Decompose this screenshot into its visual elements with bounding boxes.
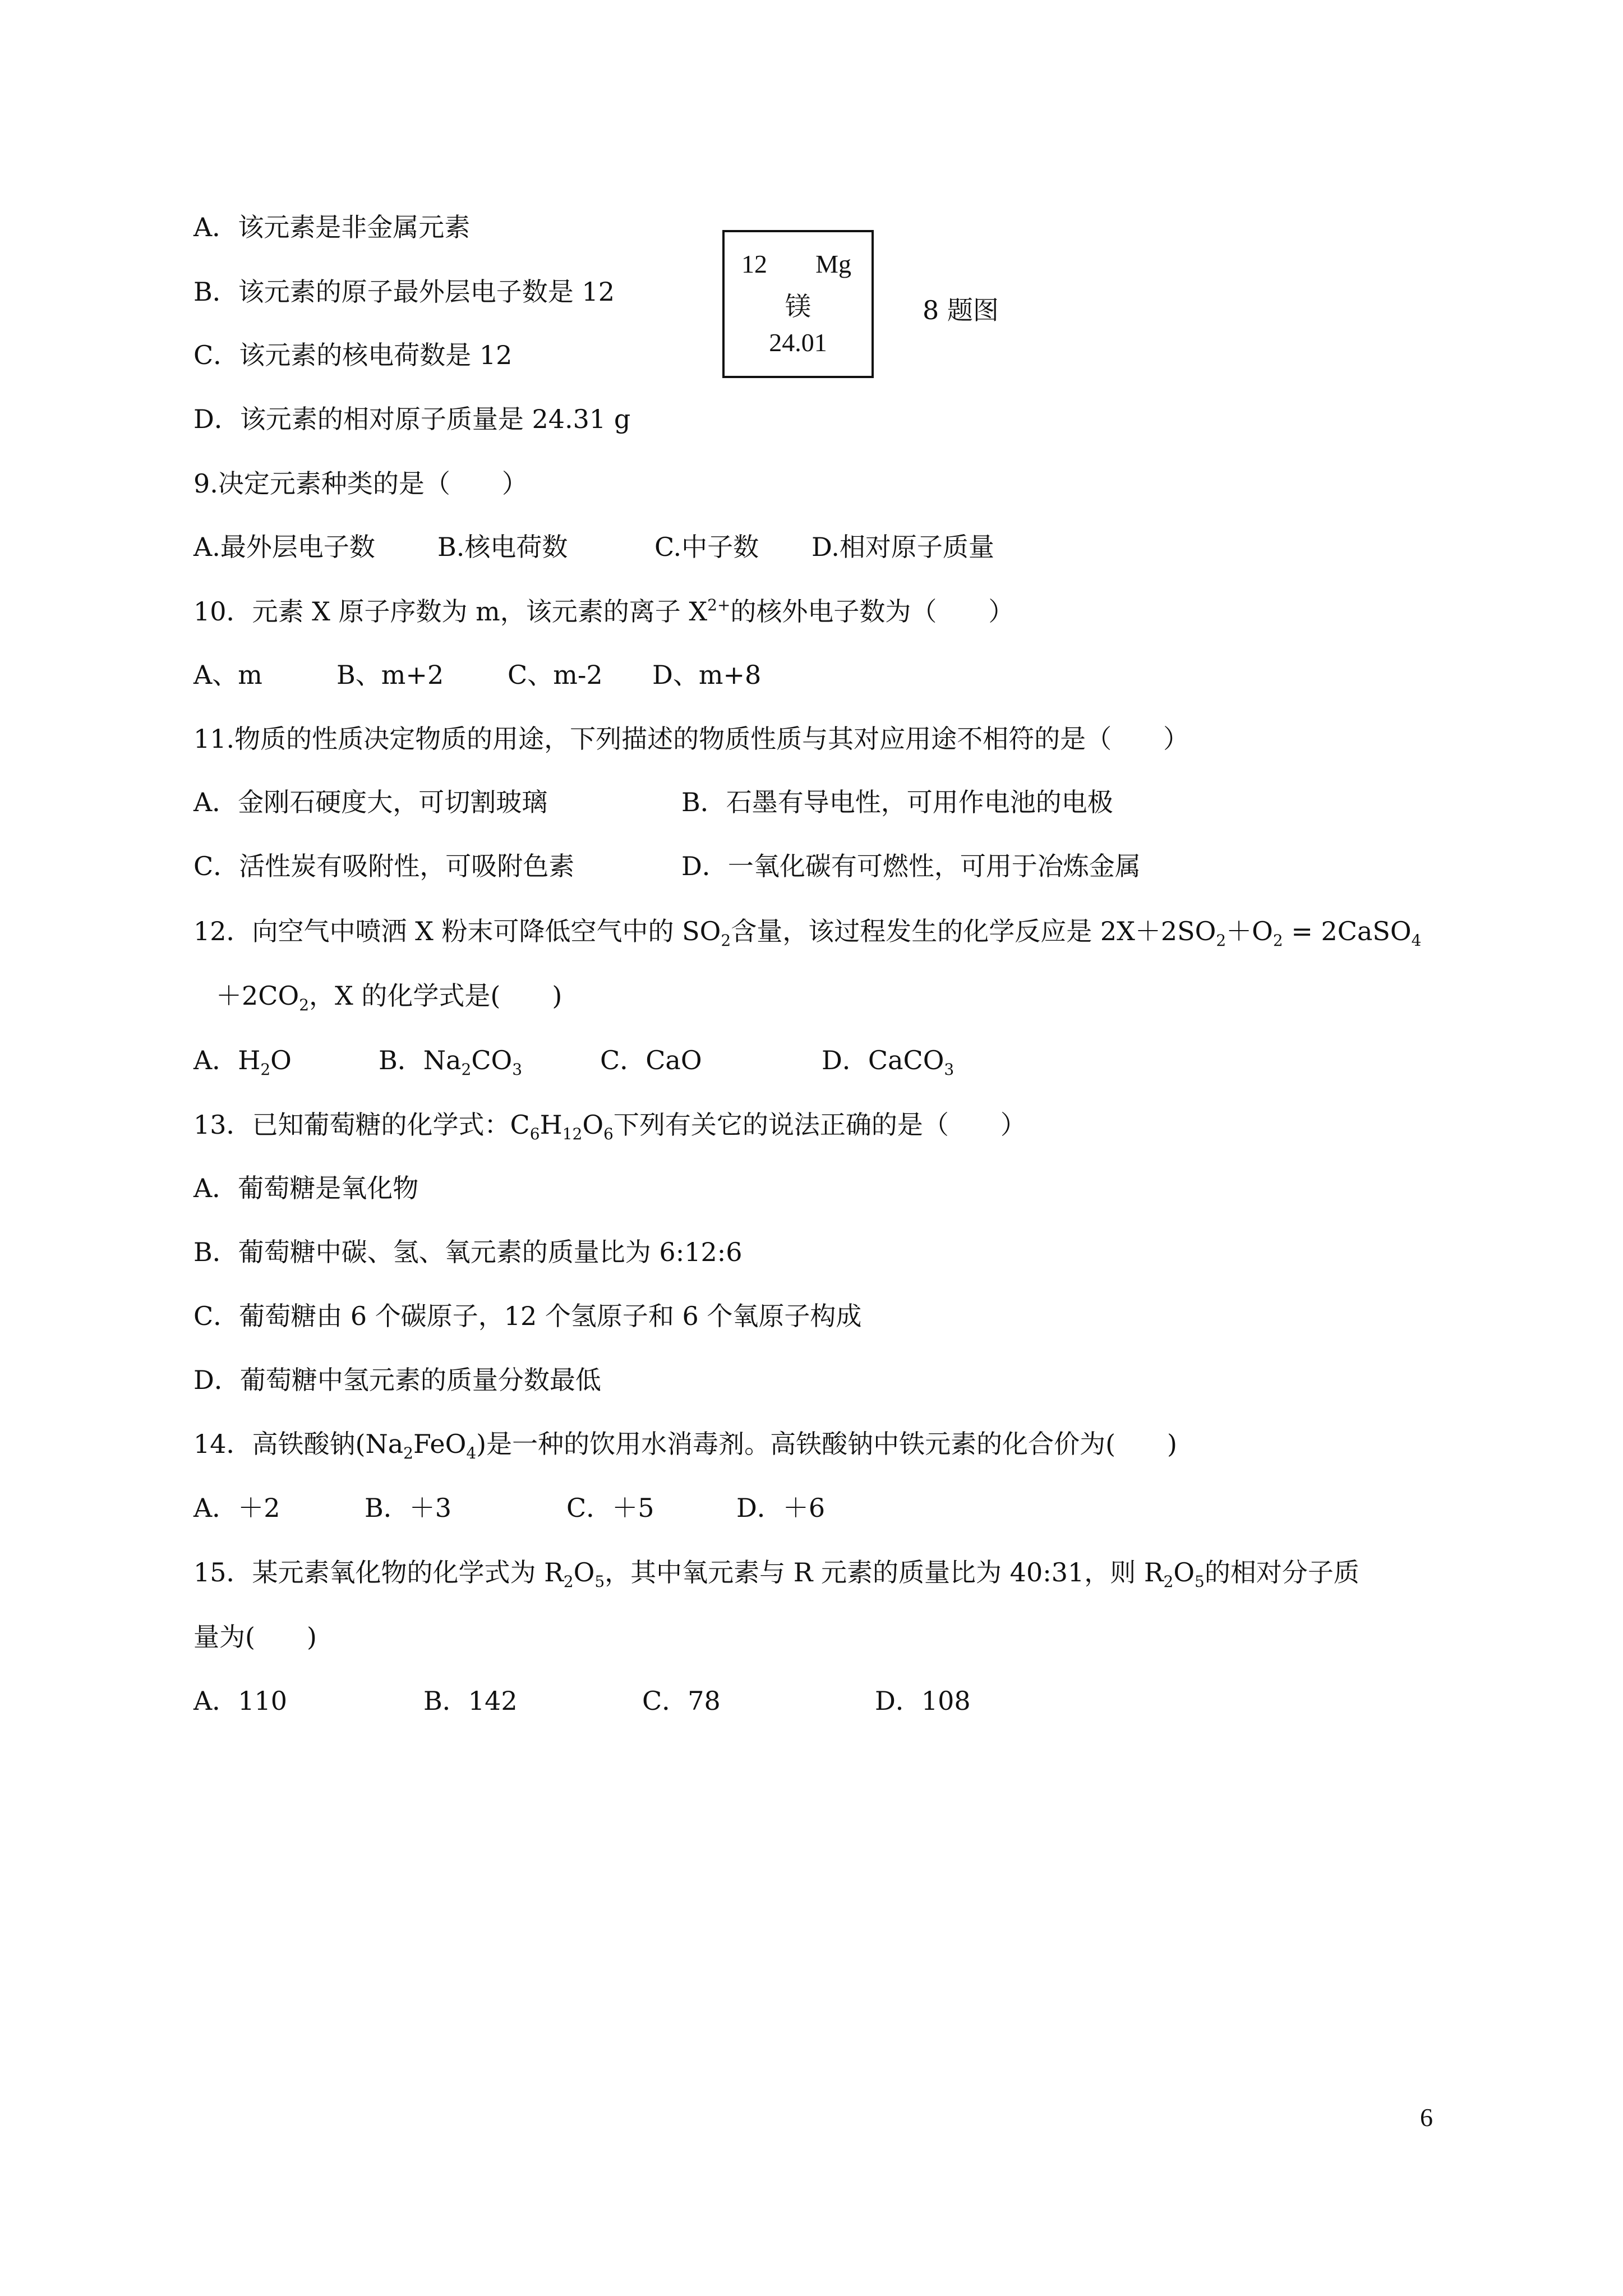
q9-stem: 9.决定元素种类的是（ ） <box>193 468 528 499</box>
q13-option-a: A．葡萄糖是氧化物 <box>193 1173 419 1203</box>
element-name: 镁 <box>785 291 811 321</box>
atomic-mass: 24.01 <box>769 328 827 357</box>
q12-options <box>193 1043 1427 1077</box>
q8-option-b: B．该元素的原子最外层电子数是 12 <box>193 277 615 307</box>
q15-option-b: B．142 <box>423 1686 518 1716</box>
q8-option-a: A．该元素是非金属元素 <box>193 212 471 242</box>
q10-options <box>193 658 1427 692</box>
q15-option-a: A．110 <box>193 1686 288 1716</box>
q9-option-b: B.核电荷数 <box>437 532 568 562</box>
q9-option-a: A.最外层电子数 <box>193 532 375 562</box>
q14-options <box>193 1491 1427 1525</box>
q9-option-d: D.相对原子质量 <box>811 532 994 562</box>
q10-stem: 10．元素 X 原子序数为 m，该元素的离子 $X^{2+}$的核外电子数为（ ） <box>193 596 1015 627</box>
figure-caption: 8 题图 <box>923 295 999 325</box>
q13-option-b: B．葡萄糖中碳、氢、氧元素的质量比为 6:12:6 <box>193 1237 743 1267</box>
q14-option-b: B．＋3 <box>365 1493 452 1523</box>
q9-option-c: C.中子数 <box>654 532 759 562</box>
q12-stem-line2: $+2CO_2$，X 的化学式是( ) <box>216 981 562 1014</box>
q11-option-b: B．石墨有导电性，可用作电池的电极 <box>681 787 1113 817</box>
q12-option-a: A．$H_2O$ <box>193 1045 292 1079</box>
q11-option-c: C．活性炭有吸附性，可吸附色素 <box>193 851 575 881</box>
q15-option-d: D．108 <box>875 1686 971 1716</box>
q13-option-d: D．葡萄糖中氢元素的质量分数最低 <box>193 1365 601 1395</box>
q13-option-c: C．葡萄糖由 6 个碳原子，12 个氢原子和 6 个氧原子构成 <box>193 1301 862 1331</box>
q15-options <box>193 1684 1427 1718</box>
q10-option-a: A、m <box>193 660 262 690</box>
q15-stem-line1: 15．某元素氧化物的化学式为 $R_2O_5$，其中氧元素与 R 元素的质量比为 40:31，则 $R_2O_5$的相对分子质 <box>193 1557 1359 1591</box>
q8-option-d: D．该元素的相对原子质量是 24.31 g <box>193 404 631 434</box>
q10-option-c: C、m-2 <box>508 660 603 690</box>
atomic-number: 12 <box>741 250 767 278</box>
q14-option-d: D．＋6 <box>736 1493 826 1523</box>
element-figure <box>722 230 874 378</box>
q11-option-a: A．金刚石硬度大，可切割玻璃 <box>193 787 548 817</box>
q11-options-row1 <box>193 785 1483 819</box>
q12-option-b: B．$Na_2CO_3$ <box>379 1045 523 1079</box>
q15-option-c: C．78 <box>642 1686 721 1716</box>
q14-option-c: C．＋5 <box>566 1493 654 1523</box>
q11-option-d: D．一氧化碳有可燃性，可用于冶炼金属 <box>681 851 1141 881</box>
q11-stem: 11.物质的性质决定物质的用途，下列描述的物质性质与其对应用途不相符的是（ ） <box>193 724 1189 754</box>
q14-option-a: A．＋2 <box>193 1493 280 1523</box>
q11-options-row2 <box>193 849 1483 883</box>
q15-stem-line2: 量为( ) <box>193 1622 317 1652</box>
q10-option-d: D、m+8 <box>652 660 762 690</box>
q12-option-d: D．CaCO$_3$ <box>822 1045 955 1079</box>
page-number: 6 <box>1420 2103 1433 2132</box>
q13-stem: 13．已知葡萄糖的化学式：$C_6H_{12}O_6$下列有关它的说法正确的是（ ） <box>193 1110 1026 1143</box>
q10-option-b: B、m+2 <box>336 660 444 690</box>
element-symbol: Mg <box>815 250 851 278</box>
q12-option-c: C．CaO <box>600 1045 702 1075</box>
q8-option-c: C．该元素的核电荷数是 12 <box>193 340 513 370</box>
q12-stem-line1: 12．向空气中喷洒 X 粉末可降低空气中的 $SO_2$含量，该过程发生的化学反应是 $2X+2SO_2+O_2$ = 2CaSO$_4$ <box>193 916 1422 950</box>
q14-stem: 14．高铁酸钠$(Na_2FeO_4)$是一种的饮用水消毒剂。高铁酸钠中铁元素的化合价为( ) <box>193 1429 1177 1462</box>
q9-options <box>193 530 1427 564</box>
